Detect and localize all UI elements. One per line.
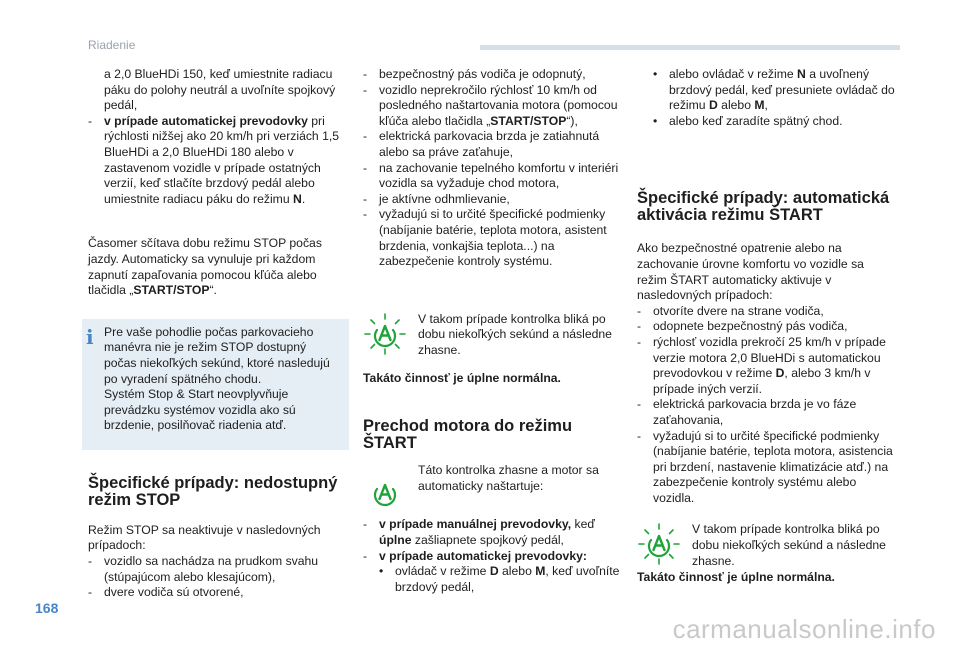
lamp-description: V takom prípade kontrolka bliká po dobu niekoľkých sekúnd a následne zhasne. (418, 311, 612, 357)
auto-gearbox-label: v prípade automatickej prevodovky: (379, 548, 587, 563)
list-item-text: otvoríte dvere na strane vodiča, (653, 303, 824, 318)
list-item-text: rýchlosť vozidla prekročí 25 km/h v prípade verzie motora 2,0 BlueHDi s automatickou prevodovkou v režime (653, 334, 886, 381)
list-item-text: dvere vodiča sú otvorené, (104, 585, 244, 600)
intro-paragraph: Režim STOP sa neaktivuje v nasledovných prípadoch: (88, 522, 321, 553)
section-header: Riadenie (88, 38, 136, 52)
eco-start-flashing-icon (363, 312, 407, 356)
warning-lamp-row (363, 463, 621, 511)
mode-n: N (293, 191, 302, 206)
dash-mark: - (637, 397, 642, 412)
punct: “), (566, 113, 578, 128)
normal-note: Takáto činnosť je úplne normálna. (637, 570, 835, 585)
list-item (88, 114, 343, 208)
list-item (363, 192, 621, 208)
sub-list-item (379, 564, 621, 595)
mode-n: N (797, 67, 806, 81)
list-item-text: zašliapnete spojkový pedál, (411, 532, 564, 547)
dash-mark: - (88, 113, 93, 128)
list-item-continued: a 2,0 BlueHDi 150, keď umiestnite radiacu páku do polohy neutrál a uvoľníte spojkový pedál, (104, 67, 336, 113)
info-icon: i (86, 324, 94, 349)
dash-mark: - (637, 334, 642, 349)
section-title: Prechod motora do režimu ŠTART (363, 417, 573, 453)
list-item-text: a uvoľnený brzdový pedál, keď presuniete ovládač do režimu (669, 67, 895, 113)
auto-gearbox-text: pri rýchlosti nižšej ako 20 km/h pri verziách 1,5 BlueHDi a 2,0 BlueHDi 180 alebo v zastavenom vozidle v prípade ostatných verzií, keď stlačíte brzdový pedál alebo umiestnite radiacu páku do režimu (104, 113, 340, 206)
punct: . (301, 191, 306, 206)
sub-list-item (653, 67, 895, 114)
list-item-text: odopnete bezpečnostný pás vodiča, (653, 319, 848, 334)
lamp-description: V takom prípade kontrolka bliká po dobu niekoľkých sekúnd a následne zhasne. (692, 522, 886, 568)
list-item-text: alebo (717, 98, 755, 113)
dash-mark: - (637, 319, 642, 334)
warning-lamp-row (363, 312, 621, 360)
dash-mark: - (637, 303, 642, 318)
list-item (363, 207, 621, 269)
mode-d: D (775, 366, 785, 381)
section-title: Špecifické prípady: automatická aktivácia režimu ŠTART (637, 189, 890, 225)
list-item-text: alebo keď zaradíte spätný chod. (669, 113, 843, 128)
dash-mark: - (363, 191, 368, 206)
list-item (637, 304, 895, 320)
fully-label: úplne (379, 532, 412, 547)
mode-d: D (708, 98, 718, 113)
bullet-mark: • (653, 113, 658, 128)
start-stop-label: START/STOP (490, 113, 567, 128)
list-item-text: na zachovanie tepelného komfortu v interiéri vozidla sa vyžaduje chod motora, (379, 160, 619, 191)
list-item (637, 335, 895, 397)
list-item-text: alebo ovládač v režime (669, 67, 798, 81)
list-item-text: vozidlo sa nachádza na prudkom svahu (stúpajúcom alebo klesajúcom), (104, 554, 319, 584)
dash-mark: - (363, 67, 368, 81)
dash-mark: - (363, 160, 368, 175)
sub-list-item (653, 114, 895, 130)
auto-gearbox-label: v prípade automatickej prevodovky (104, 113, 308, 128)
list-item-text: vozidlo neprekročilo rýchlosť 10 km/h od posledného naštartovania motora (pomocou kľúča alebo tlačidla „ (379, 82, 618, 128)
timer-paragraph (88, 236, 343, 298)
column-2 (363, 67, 621, 595)
normal-note: Takáto činnosť je úplne normálna. (363, 370, 561, 385)
warning-lamp-row (637, 522, 895, 570)
mode-d: D (489, 564, 499, 579)
list-item-text: , keď uvoľníte brzdový pedál, (395, 564, 620, 594)
manual-gearbox-label: v prípade manuálnej prevodovky, (379, 517, 572, 532)
timer-text: Časomer sčítava dobu režimu STOP počas jazdy. Automaticky sa vynuluje pri každom zapnutí zapaľovania pomocou kľúča alebo tlačidla „ (88, 236, 322, 298)
list-item-text: , alebo 3 km/h v prípade iných verzií. (653, 366, 871, 396)
info-box (82, 319, 349, 450)
dash-mark: - (363, 207, 368, 222)
list-item (363, 549, 621, 596)
dash-mark: - (363, 82, 368, 97)
watermark: carmanualsonline.info (672, 614, 936, 644)
eco-start-flashing-icon (637, 522, 681, 566)
section-title: Špecifické prípady: nedostupný režim STOP (88, 473, 338, 509)
list-item (88, 585, 343, 601)
lamp-description: Táto kontrolka zhasne a motor sa automaticky naštartuje: (418, 463, 599, 493)
list-item (88, 554, 343, 585)
dash-mark: - (363, 548, 368, 563)
page-number: 168 (35, 600, 59, 616)
list-item-text: bezpečnostný pás vodiča je odopnutý, (379, 67, 586, 81)
dash-mark: - (88, 585, 93, 600)
list-item-text: vyžadujú si to určité špecifické podmienky (nabíjanie batérie, teplota motora, asistent brzdenia, vonkajšia teplota...) na zabezpečenie kontroly systému. (379, 207, 607, 269)
bullet-mark: • (379, 564, 384, 579)
list-item (363, 67, 621, 83)
column-3 (637, 67, 895, 586)
list-item (363, 129, 621, 160)
list-item-text: elektrická parkovacia brzda je vo fáze zaťahovania, (653, 397, 857, 427)
start-stop-label: START/STOP (133, 283, 210, 298)
list-item-text: elektrická parkovacia brzda je zatiahnutá alebo sa práve zaťahuje, (379, 129, 600, 159)
list-item-text: ovládač v režime (395, 564, 490, 579)
list-item-text: alebo (498, 564, 536, 579)
info-text: Pre vaše pohodlie počas parkovacieho manévra nie je režim STOP dostupný počas niekoľkých sekúnd, ktoré nasledujú po vyradení spätného chodu. Systém Stop & Start neovplyvňuje prevádzku systémov vozidla ako sú brzdenie, posilňovač riadenia atď. (104, 324, 330, 433)
column-1 (88, 67, 343, 601)
dash-mark: - (88, 554, 93, 569)
list-item (637, 319, 895, 335)
timer-end: “. (209, 283, 217, 298)
list-item-text: keď (571, 517, 595, 532)
dash-mark: - (363, 129, 368, 144)
list-item (363, 83, 621, 130)
bullet-mark: • (653, 67, 658, 81)
dash-mark: - (637, 428, 642, 443)
mode-m: M (535, 564, 546, 579)
header-bar (480, 45, 900, 50)
list-item-text: vyžadujú si to určité špecifické podmienky (nabíjanie batérie, teplota motora, asistencia pri brzdení, nastavenie klimatizácie atď.) na zabezpečenie kontroly systému alebo vozidla. (653, 428, 893, 505)
list-item (637, 397, 895, 428)
list-item-text: je aktívne odhmlievanie, (379, 191, 510, 206)
list-item (363, 517, 621, 548)
list-item (363, 161, 621, 192)
eco-start-icon (363, 471, 407, 515)
intro-paragraph: Ako bezpečnostné opatrenie alebo na zachovanie úrovne komfortu vo vozidle sa režim ŠTART automaticky aktivuje v nasledovných prípadoch: (637, 241, 864, 303)
punct: , (764, 98, 768, 113)
dash-mark: - (363, 517, 368, 532)
list-item (637, 429, 895, 507)
mode-m: M (754, 98, 765, 113)
